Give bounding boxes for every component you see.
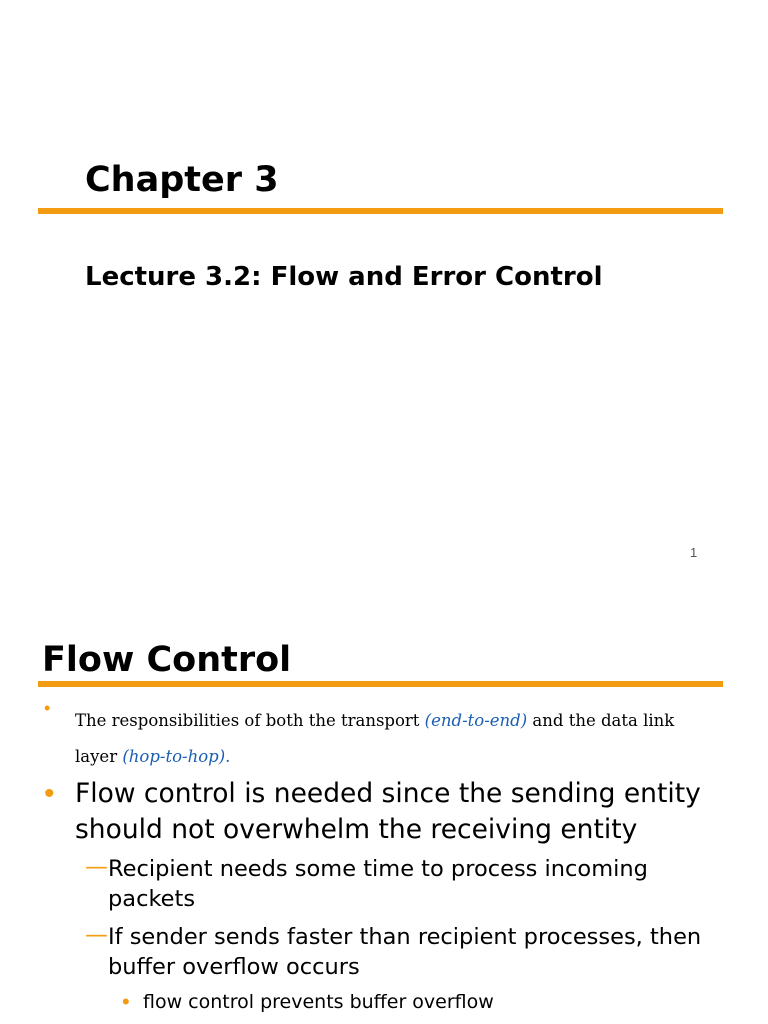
- bullet-icon: •: [122, 989, 130, 1014]
- subbullet-line: buffer overflow occurs: [108, 954, 360, 980]
- highlight-end-to-end: (end-to-end): [424, 711, 528, 730]
- bullet-text: The responsibilities of both the transport: [75, 711, 425, 730]
- subsubbullet-prevents-overflow: flow control prevents buffer overflow: [143, 991, 494, 1013]
- chapter-title: Chapter 3: [85, 160, 279, 200]
- slide-number: 1: [690, 545, 698, 560]
- bullet-icon: •: [44, 698, 51, 718]
- lecture-subtitle: Lecture 3.2: Flow and Error Control: [85, 262, 603, 292]
- dash-marker: —: [85, 922, 108, 948]
- dash-marker: —: [85, 854, 108, 880]
- slide-title: Flow Control: [42, 640, 292, 680]
- title-divider: [38, 681, 723, 687]
- bullet-responsibilities: [75, 703, 715, 775]
- subbullet-line: If sender sends faster than recipient processes, then: [108, 924, 702, 950]
- subbullet-sender: [108, 922, 748, 982]
- subbullet-recipient: [108, 854, 708, 914]
- subbullet-line: Recipient needs some time to process incoming: [108, 856, 648, 882]
- bullet-line: should not overwhelm the receiving entity: [75, 814, 638, 845]
- bullet-line: Flow control is needed since the sending entity: [75, 778, 701, 809]
- highlight-hop-to-hop: (hop-to-hop).: [122, 747, 231, 766]
- bullet-flow-control-needed: [75, 776, 735, 848]
- bullet-text: layer: [75, 747, 123, 766]
- subbullet-line: packets: [108, 886, 196, 912]
- bullet-text: and the data link: [527, 711, 675, 730]
- bullet-icon: •: [44, 777, 55, 810]
- flow-control-slide: [0, 600, 768, 1024]
- title-divider: [38, 208, 723, 214]
